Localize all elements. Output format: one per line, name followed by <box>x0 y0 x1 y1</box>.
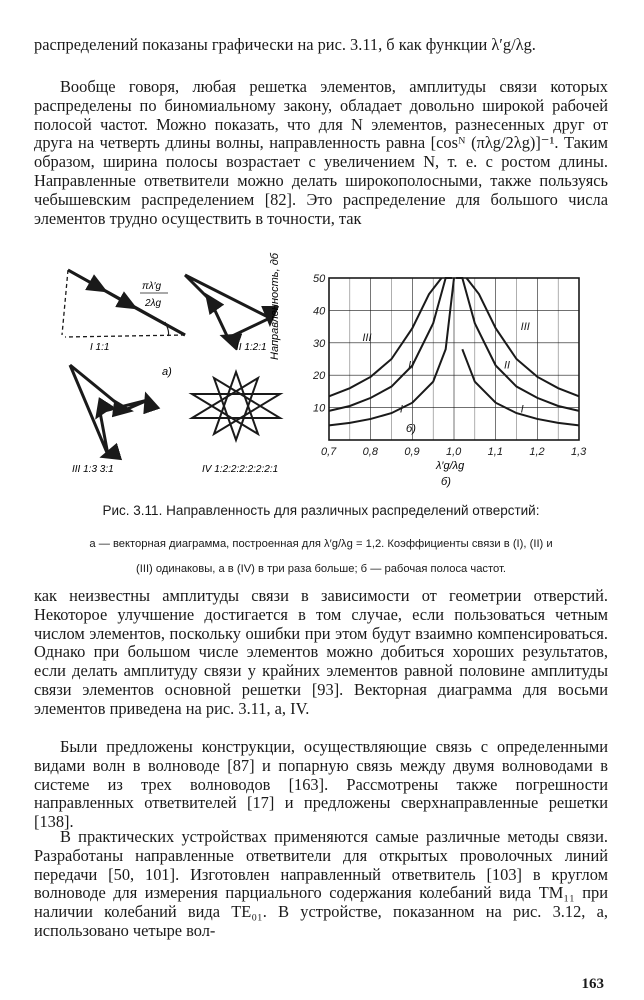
figure-caption-line-1: а — векторная диаграмма, построенная для λ′g/λg = 1,2. Коэффициенты связи в (I), (II) и <box>89 538 553 550</box>
y-tick-label: 30 <box>313 337 326 350</box>
series-line-II <box>456 278 579 411</box>
paragraph-5: В практических устройствах применяются самые различные методы связи. Разработаны направленные ответвители для открытых проволочных линий передачи [50, 101]. Изготовлен направленный ответвитель [103] в круглом волноводе для измерения парциального содержания колебаний вида TM₁₁ при наличии колебаний вида TE₀₁. В устройстве, показанном на рис. 3.12, а, использовано четыре вол- <box>34 827 608 940</box>
vector-diagram-I <box>62 270 185 337</box>
diagram-label-III: III 1:3 3:1 <box>72 464 114 475</box>
angle-label-top: πλ′g <box>142 281 162 292</box>
angle-label-bottom: 2λg <box>145 298 162 309</box>
series-line-III <box>329 278 442 396</box>
series-line-II <box>329 278 452 411</box>
diagram-label-I: I 1:1 <box>90 342 110 353</box>
series-label-I: I <box>399 403 403 416</box>
x-tick-label: 0,9 <box>404 446 420 458</box>
page-number: 163 <box>581 976 604 992</box>
series-label-I: I <box>520 403 524 416</box>
panel-b-inner-label: б) <box>406 423 416 435</box>
paragraph-4: Были предложены конструкции, осуществляющие связь с определенными видами волн в волноводе [87] и попарную связь между двумя волноводами в системе из трех волноводов [163]. Рассмотрены также погрешности направленных ответвителей [17] и предложены сверхнаправленные решетки [138]. <box>34 737 608 832</box>
vector-diagram-IV <box>192 372 280 440</box>
paragraph-3: как неизвестны амплитуды связи в зависимости от геометрии отверстий. Некоторое улучшение достигается в том случае, если пользоваться четным числом элементов, поскольку ошибки при этом будут взаимно компенсироваться. Однако при большом числе элементов можно добиться хороших результатов, если делать амплитуду связи у крайних элементов равной половине амплитуды связи элементов основной решетки [93]. Векторная диаграмма для восьми элементов приведена на рис. 3.11, а, IV. <box>34 586 608 718</box>
figure-caption-line-2: (III) одинаковы, а в (IV) в три раза больше; б — рабочая полоса частот. <box>136 563 506 575</box>
y-tick-label: 50 <box>313 273 326 285</box>
panel-a-label: а) <box>162 366 172 378</box>
paragraph-1: распределений показаны графически на рис. 3.11, б как функции λ′g/λg. <box>34 35 536 54</box>
vector-diagram-III <box>70 365 148 455</box>
series-line-III <box>467 278 580 396</box>
figure-caption-title: Рис. 3.11. Направленность для различных распределений отверстий: <box>102 503 540 518</box>
x-tick-label: 0,8 <box>362 446 378 458</box>
y-tick-label: 40 <box>313 305 326 318</box>
series-label-II: II <box>504 359 511 372</box>
x-axis-label: λ′g/λg <box>436 460 465 472</box>
y-tick-label: 20 <box>313 370 326 383</box>
series-label-III: III <box>362 332 372 345</box>
chart-area <box>312 273 587 458</box>
series-label-II: II <box>408 359 415 372</box>
diagram-label-IV: IV 1:2:2:2:2:2:2:1 <box>202 464 279 475</box>
y-tick-label: 10 <box>313 402 326 415</box>
diagram-label-II: II 1:2:1 <box>236 342 267 353</box>
vector-diagram-II <box>185 275 270 338</box>
x-tick-label: 1,3 <box>571 446 587 458</box>
panel-b-label: б) <box>441 476 451 488</box>
series-label-III: III <box>520 320 530 333</box>
x-tick-label: 1,1 <box>487 446 503 458</box>
x-tick-label: 0,7 <box>321 446 337 458</box>
paragraph-2: Вообще говоря, любая решетка элементов, амплитуды связи которых распределены по биномиальному закону, обладает довольно широкой рабочей полосой частот. Можно показать, что для N элементов, разнесенных друг от друга на четверть длины волны, направленность равна [cosᴺ (πλg/2λg)]⁻¹. Таким образом, ширина полосы возрастает с увеличением N, т. е. с ростом длины. Направленные ответвители можно делать широкополосными, также пользуясь чебышевским распределением [82]. Это распределение для большого числа элементов трудно осуществить в точности, так <box>34 77 608 228</box>
y-axis-label: Направленность, дб <box>269 253 281 360</box>
x-tick-label: 1,0 <box>446 446 462 458</box>
x-tick-label: 1,2 <box>529 446 545 458</box>
